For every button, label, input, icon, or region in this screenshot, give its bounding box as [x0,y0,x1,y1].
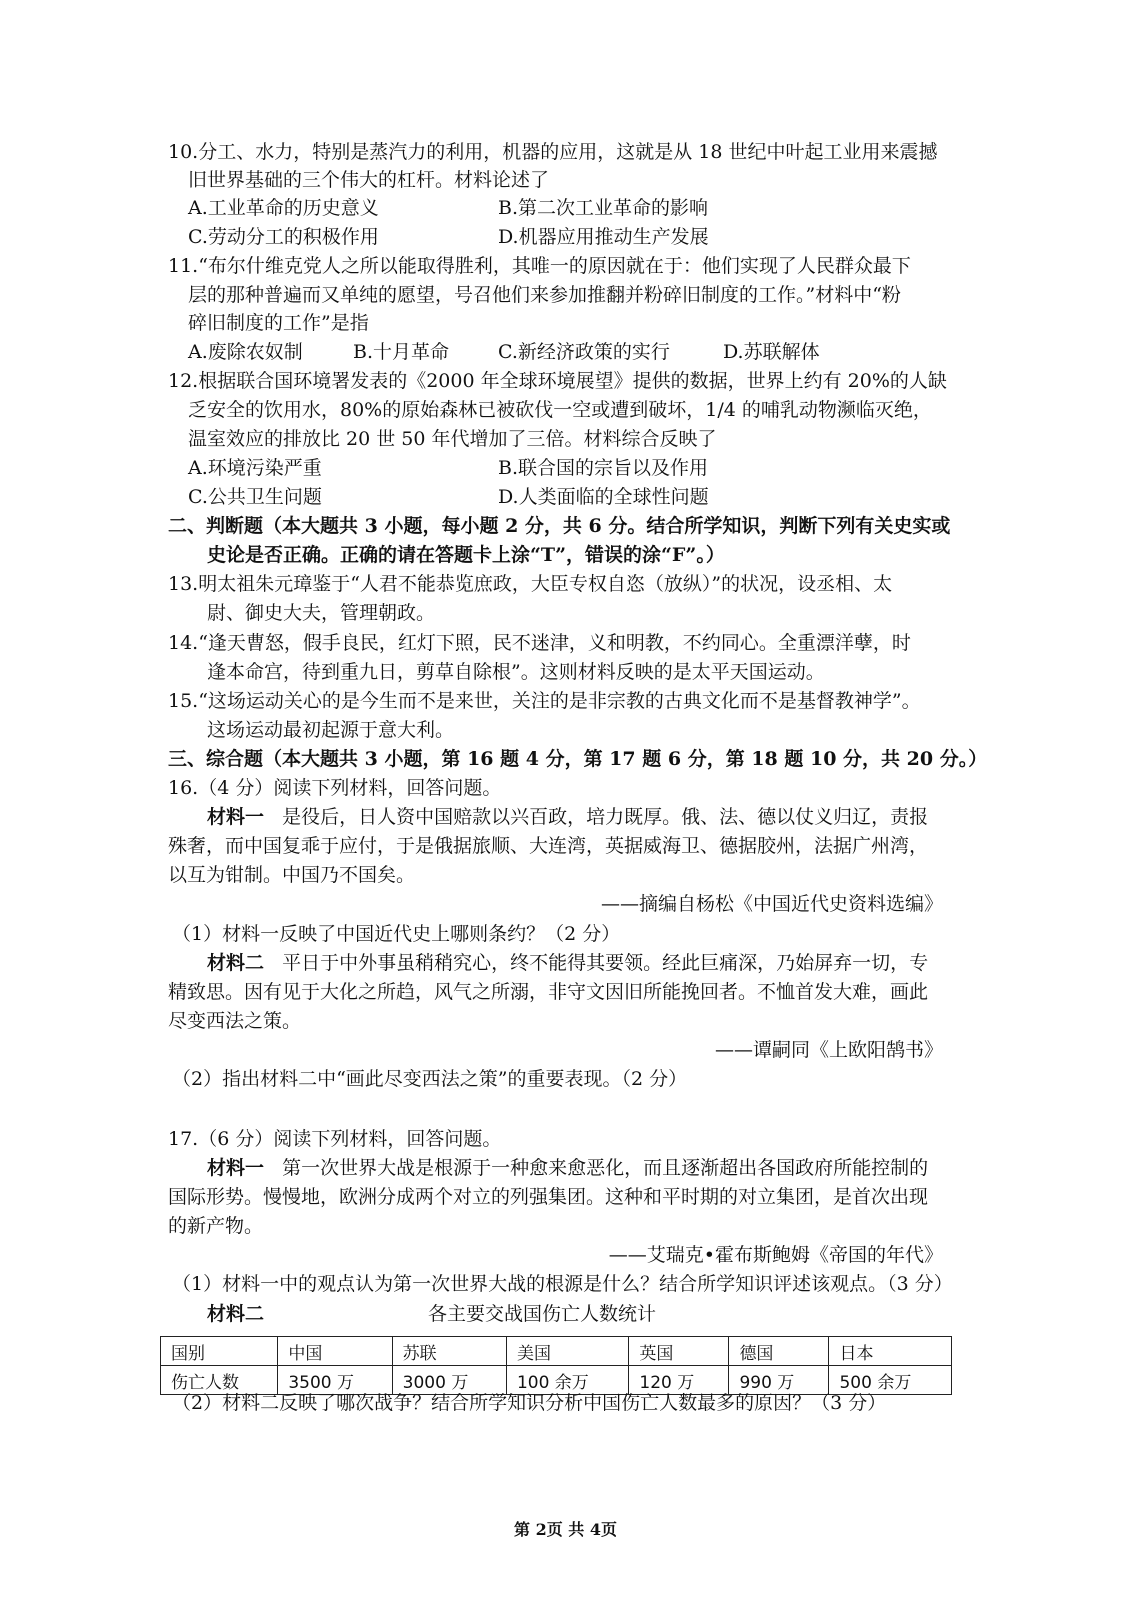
table-header-row [161,1337,952,1366]
table-cell: 美国 [506,1337,628,1366]
q17-intro: 17.（6 分）阅读下列材料，回答问题。 [168,1128,502,1150]
table-cell: 日本 [829,1337,952,1366]
q17-material1-text1: 第一次世界大战是根源于一种愈来愈恶化，而且逐渐超出各国政府所能控制的 [282,1157,929,1179]
q17-material1-line3: 的新产物。 [168,1215,264,1237]
q12-option-a: A.环境污染严重 [188,457,322,479]
q10-option-c: C.劳动分工的积极作用 [188,226,379,248]
table-cell: 中国 [278,1337,392,1366]
q16-material2-text1: 平日于中外事虽稍稍究心，终不能得其要领。经此巨痛深，乃始屏弃一切，专 [282,952,929,974]
q10-option-d: D.机器应用推动生产发展 [498,226,709,248]
q16-material1-line2: 殊奢，而中国复乖于应付，于是俄据旅顺、大连湾，英据威海卫、德据胶州，法据广州湾， [168,835,929,857]
q16-material2-source: ——谭嗣同《上欧阳鹄书》 [714,1039,943,1061]
page-number-footer: 第 2页 共 4页 [514,1520,617,1539]
table-cell: 伤亡人数 [161,1366,278,1395]
q12-option-c: C.公共卫生问题 [188,486,322,508]
q14-line1: 14.“逢天曹怒，假手良民，红灯下照，民不迷津，义和明教，不约同心。全重漂洋孽，时 [168,632,911,654]
table-cell: 100 余万 [506,1366,628,1395]
q11-stem-line2: 层的那种普遍而又单纯的愿望，号召他们来参加推翻并粉碎旧制度的工作。”材料中“粉 [188,284,901,306]
table-cell: 3500 万 [278,1366,392,1395]
q11-option-a: A.废除农奴制 [188,341,303,363]
q11-option-d: D.苏联解体 [723,341,820,363]
q17-table-title: 各主要交战国伤亡人数统计 [428,1303,657,1325]
q17-material1-line2: 国际形势。慢慢地，欧洲分成两个对立的列强集团。这种和平时期的对立集团，是首次出现 [168,1186,929,1208]
q15-line1: 15.“这场运动关心的是今生而不是来世，关注的是非宗教的古典文化而不是基督教神学”。 [168,690,921,712]
q11-option-c: C.新经济政策的实行 [498,341,670,363]
q16-material1-line1 [207,805,928,829]
q17-sub1: （1）材料一中的观点认为第一次世界大战的根源是什么？结合所学知识评述该观点。（3 分） [172,1273,953,1295]
q13-line1: 13.明太祖朱元璋鉴于“人君不能恭览庶政，大臣专权自恣（放纵）”的状况，设丞相、太 [168,573,893,595]
q16-material2-line1 [207,951,928,975]
q17-material1-label: 材料一 [207,1157,265,1179]
q16-sub2: （2）指出材料二中“画此尽变西法之策”的重要表现。（2 分） [172,1068,688,1090]
table-cell: 苏联 [392,1337,506,1366]
q17-material1-source: ——艾瑞克•霍布斯鲍姆《帝国的年代》 [608,1244,943,1266]
q16-material1-text1: 是役后，日人资中国赔款以兴百政，培力既厚。俄、法、德以仗义归辽，责报 [282,806,929,828]
q12-stem-line3: 温室效应的排放比 20 世 50 年代增加了三倍。材料综合反映了 [188,428,717,450]
q16-material1-line3: 以互为钳制。中国乃不国矣。 [168,864,416,886]
q14-line2: 逢本命宫，待到重九日，剪草自除根”。这则材料反映的是太平天国运动。 [207,661,825,683]
casualty-table [160,1336,952,1395]
table-cell: 500 余万 [829,1366,952,1395]
q13-line2: 尉、御史大夫，管理朝政。 [207,602,436,624]
q12-stem-line1: 12.根据联合国环境署发表的《2000 年全球环境展望》提供的数据，世界上约有 20%的人缺 [168,370,947,392]
q17-material2-label: 材料二 [207,1303,265,1325]
section2-heading-line1: 二、判断题（本大题共 3 小题，每小题 2 分，共 6 分。结合所学知识，判断下列有关史实或 [168,515,951,537]
q12-option-b: B.联合国的宗旨以及作用 [498,457,709,479]
table-cell: 3000 万 [392,1366,506,1395]
section2-heading-line2: 史论是否正确。正确的请在答题卡上涂“T”，错误的涂“F”。） [207,544,725,566]
q11-stem-line3: 碎旧制度的工作”是指 [188,312,369,334]
table-cell: 120 万 [629,1366,729,1395]
q16-sub1: （1）材料一反映了中国近代史上哪则条约？（2 分） [172,923,621,945]
q16-material2-label: 材料二 [207,952,265,974]
q12-option-d: D.人类面临的全球性问题 [498,486,709,508]
table-cell: 990 万 [729,1366,829,1395]
q16-material1-label: 材料一 [207,806,265,828]
q10-option-a: A.工业革命的历史意义 [188,197,379,219]
q17-sub2: （2）材料二反映了哪次战争？结合所学知识分析中国伤亡人数最多的原因？（3 分） [172,1392,887,1414]
q15-line2: 这场运动最初起源于意大利。 [207,719,455,741]
section3-heading: 三、综合题（本大题共 3 小题，第 16 题 4 分，第 17 题 6 分，第 18 题 10 分，共 20 分。） [168,748,988,770]
q16-material1-source: ——摘编自杨松《中国近代史资料选编》 [600,893,943,915]
q11-stem-line1: 11.“布尔什维克党人之所以能取得胜利，其唯一的原因就在于：他们实现了人民群众最下 [168,255,911,277]
q11-option-b: B.十月革命 [353,341,450,363]
q17-material1-line1 [207,1156,928,1180]
q10-stem-line2: 旧世界基础的三个伟大的杠杆。材料论述了 [188,169,550,191]
q10-stem-line1: 10.分工、水力，特别是蒸汽力的利用，机器的应用，这就是从 18 世纪中叶起工业用来震撼 [168,141,938,163]
q16-material2-line2: 精致思。因有见于大化之所趋，风气之所溺，非守文因旧所能挽回者。不恤首发大难，画此 [168,981,929,1003]
table-cell: 国别 [161,1337,278,1366]
q12-stem-line2: 乏安全的饮用水，80%的原始森林已被砍伐一空或遭到破坏，1/4 的哺乳动物濒临灭绝， [188,399,932,421]
q16-material2-line3: 尽变西法之策。 [168,1010,302,1032]
q10-option-b: B.第二次工业革命的影响 [498,197,709,219]
table-cell: 德国 [729,1337,829,1366]
table-cell: 英国 [629,1337,729,1366]
q16-intro: 16.（4 分）阅读下列材料，回答问题。 [168,777,502,799]
